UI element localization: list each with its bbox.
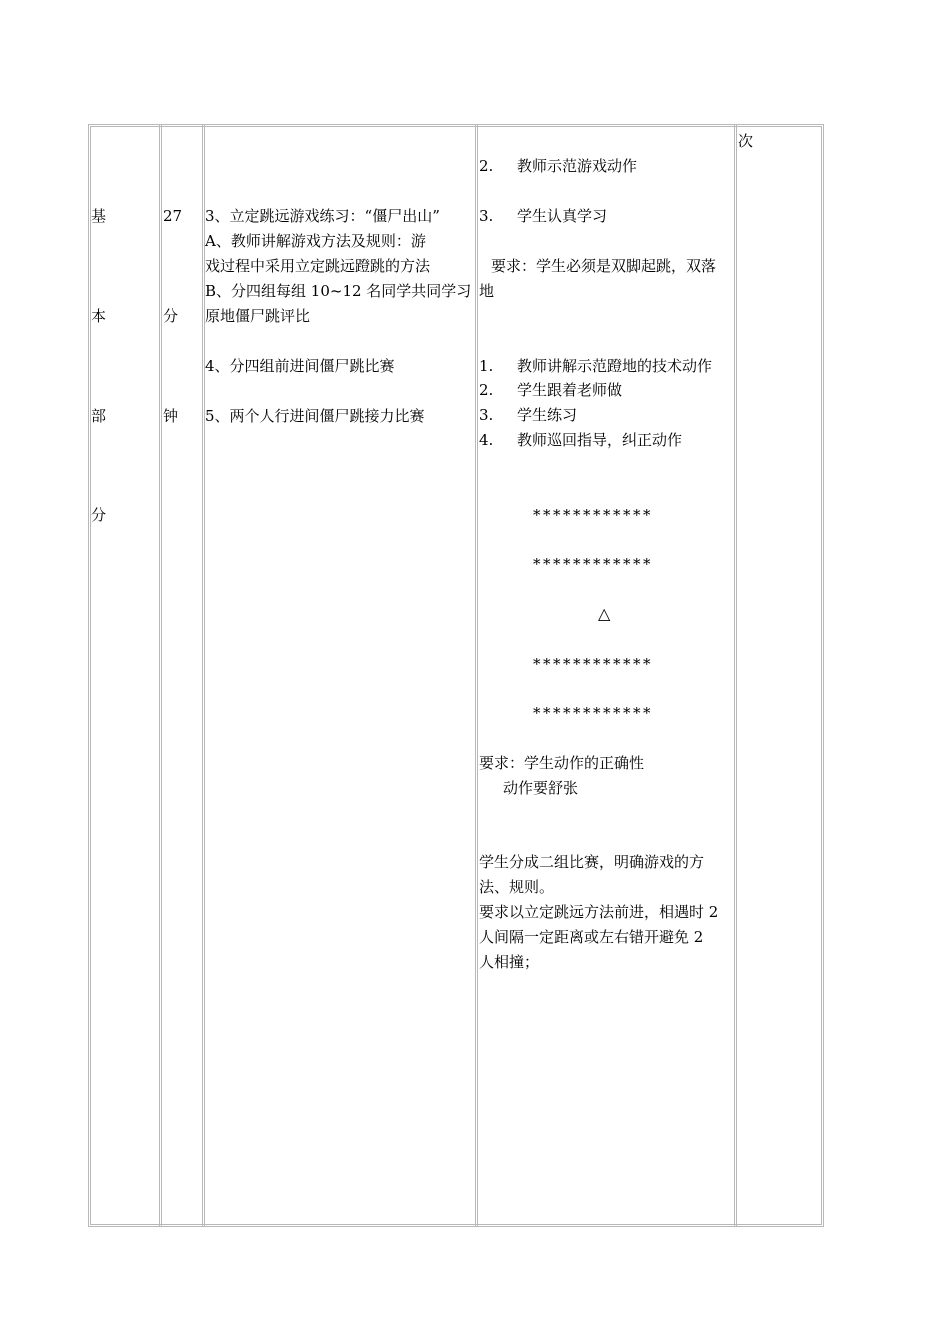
list-item: 3. 学生练习 <box>479 406 578 424</box>
time-unit: 分 <box>163 307 179 325</box>
formation-row: ************ <box>533 655 653 673</box>
column-divider <box>475 124 478 1227</box>
content-item-3-title: 3、立定跳远游戏练习：“僵尸出山” <box>205 207 440 225</box>
formation-row: ************ <box>533 704 653 722</box>
content-item-4: 4、分四组前进间僵尸跳比赛 <box>205 357 395 375</box>
count-text: 次 <box>738 132 754 150</box>
list-item: 2. 学生跟着老师做 <box>479 381 623 399</box>
list-item: 2. 教师示范游戏动作 <box>479 157 638 175</box>
time-value: 27 <box>163 207 183 225</box>
formation-row: ************ <box>533 555 653 573</box>
list-item: 1. 教师讲解示范蹬地的技术动作 <box>479 357 713 375</box>
requirement-text: 要求：学生必须是双脚起跳，双落 <box>491 257 717 275</box>
paragraph-line: 人间隔一定距离或左右错开避免 2 <box>479 928 704 946</box>
requirement-text: 动作要舒张 <box>503 779 579 797</box>
content-item-3-a: A、教师讲解游戏方法及规则：游 <box>205 232 426 250</box>
paragraph-line: 要求以立定跳远方法前进，相遇时 2 <box>479 903 719 921</box>
paragraph-line: 学生分成二组比赛，明确游戏的方 <box>479 853 705 871</box>
section-char: 基 <box>91 207 107 225</box>
paragraph-line: 人相撞； <box>479 953 540 971</box>
column-divider <box>734 124 737 1227</box>
section-char: 分 <box>91 506 107 524</box>
section-char: 本 <box>91 307 107 325</box>
column-divider <box>159 124 162 1227</box>
list-item: 4. 教师巡回指导，纠正动作 <box>479 431 683 449</box>
requirement-text: 地 <box>479 282 495 300</box>
requirement-text: 要求：学生动作的正确性 <box>479 754 645 772</box>
content-item-3-b: B、分四组每组 10~12 名同学共同学习 <box>205 282 472 300</box>
content-item-5: 5、两个人行进间僵尸跳接力比赛 <box>205 407 425 425</box>
time-unit: 钟 <box>163 407 179 425</box>
content-item-3-a: 戏过程中采用立定跳远蹬跳的方法 <box>205 257 431 275</box>
list-item: 3. 学生认真学习 <box>479 207 608 225</box>
content-item-3-b: 原地僵尸跳评比 <box>205 307 311 325</box>
paragraph-line: 法、规则。 <box>479 878 555 896</box>
teacher-triangle-icon: △ <box>598 604 611 623</box>
section-char: 部 <box>91 407 107 425</box>
formation-row: ************ <box>533 506 653 524</box>
